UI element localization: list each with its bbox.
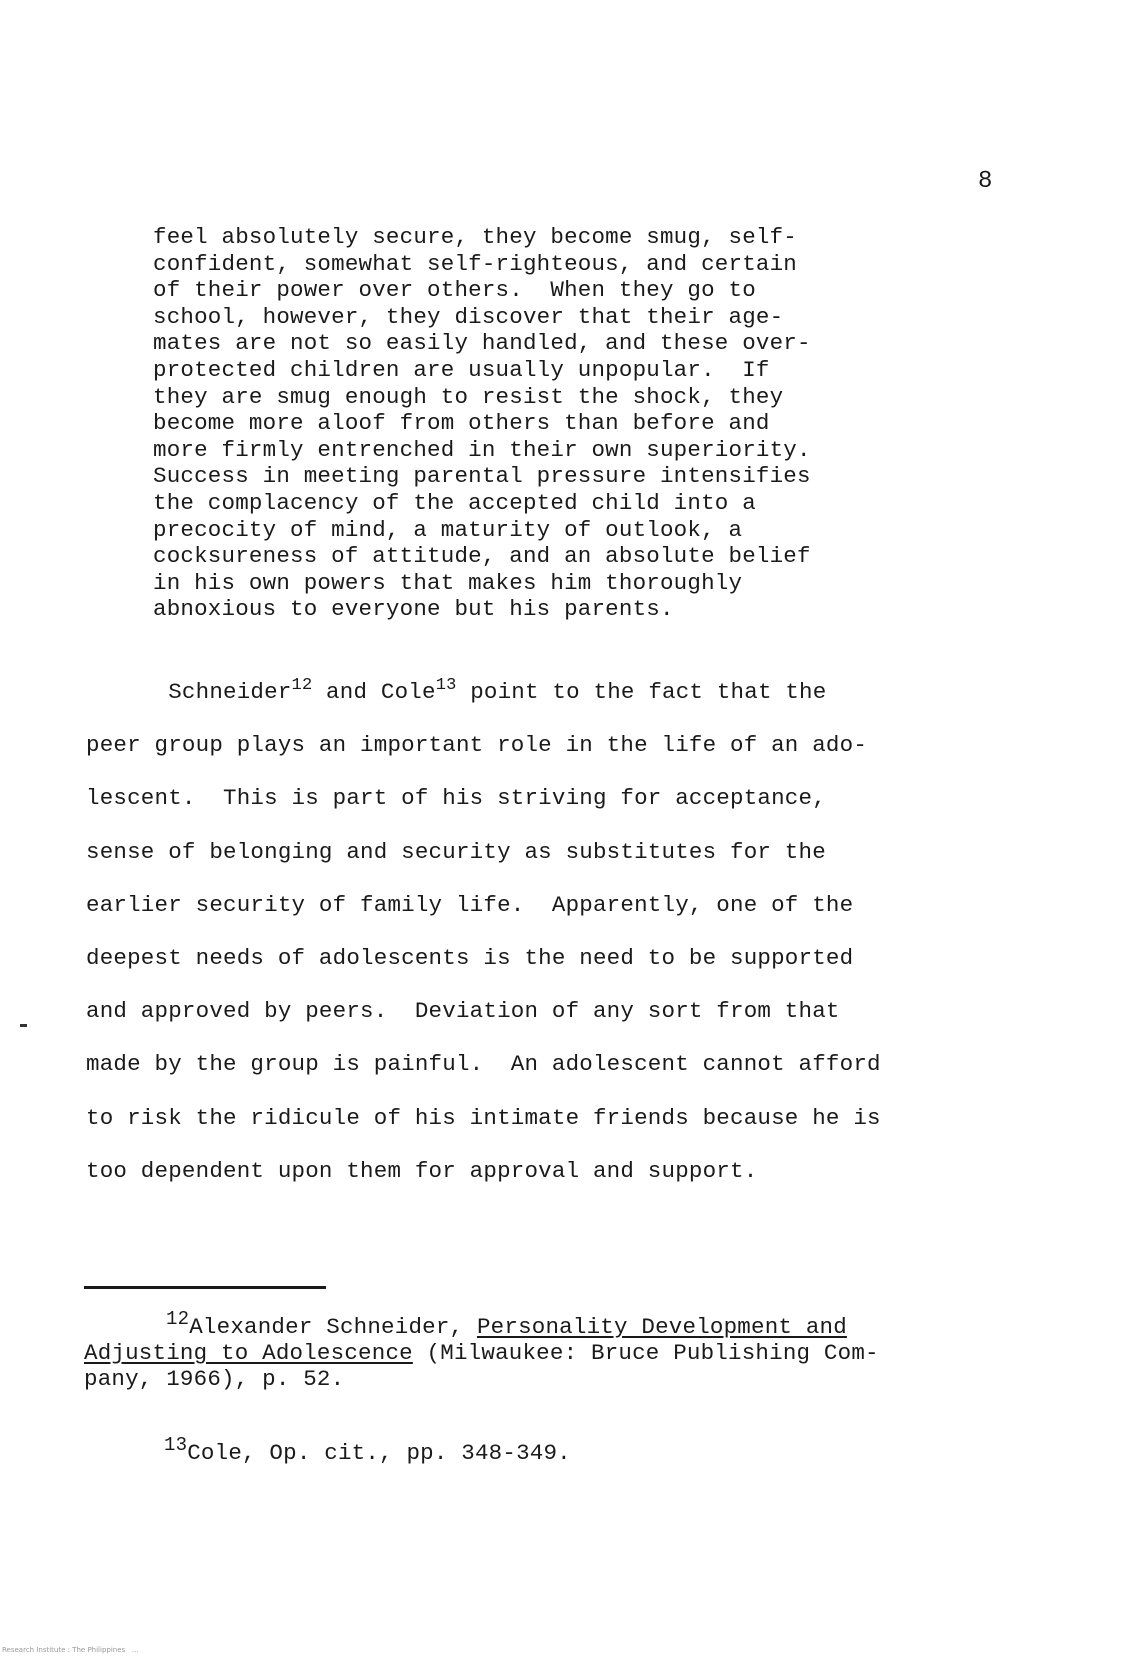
- block-quote-line: mates are not so easily handled, and these over-: [153, 330, 811, 357]
- block-quote-line: they are smug enough to resist the shock, they: [153, 383, 784, 410]
- body-first-line-rest: point to the fact that the: [456, 679, 827, 705]
- footnote-13: [84, 1434, 1084, 1466]
- body-paragraph: [86, 666, 1086, 1198]
- footnote-12-line-2: [84, 1340, 1084, 1366]
- block-quote-line: the complacency of the accepted child into a: [153, 489, 756, 516]
- body-line: and approved by peers. Deviation of any sort from that: [86, 998, 840, 1025]
- block-quote-line: protected children are usually unpopular. If: [153, 356, 770, 383]
- block-quote-line: more firmly entrenched in their own superiority.: [153, 436, 811, 463]
- block-quote-line: become more aloof from others than before and: [153, 410, 770, 437]
- footnote-12-publisher: (Milwaukee: Bruce Publishing Com-: [412, 1340, 879, 1366]
- body-line: sense of belonging and security as substitutes for the: [86, 838, 826, 865]
- block-quote-line: abnoxious to everyone but his parents.: [153, 596, 674, 623]
- archive-imprint: Research Institute : The Philippines ...: [2, 1646, 139, 1654]
- footnote-divider: [84, 1286, 326, 1289]
- body-line: earlier security of family life. Apparently, one of the: [86, 891, 854, 918]
- footnote-12-line-1: [84, 1308, 1084, 1340]
- footnote-12-title-cont: Adjusting to Adolescence: [84, 1340, 413, 1366]
- body-line: to risk the ridicule of his intimate friends because he is: [86, 1104, 881, 1131]
- footnote-ref-12: 12: [291, 676, 313, 695]
- block-quote-line: school, however, they discover that their age-: [153, 303, 784, 330]
- author-cole: and Cole: [312, 679, 436, 705]
- block-quote-line: confident, somewhat self-righteous, and certain: [153, 250, 798, 277]
- footnote-12-author: Alexander Schneider,: [189, 1314, 477, 1340]
- footnote-ref-13: 13: [435, 676, 457, 695]
- block-quote-line: feel absolutely secure, they become smug, self-: [153, 224, 798, 250]
- footnote-13-marker: 13: [164, 1434, 188, 1456]
- body-line-first: [86, 666, 1086, 719]
- footnote-12-marker: 12: [166, 1308, 190, 1330]
- block-quote-line: cocksureness of attitude, and an absolute belief: [153, 543, 811, 570]
- scan-edge-mark: [20, 1024, 27, 1027]
- footnote-12-title: Personality Development and: [476, 1314, 847, 1340]
- block-quote-line: of their power over others. When they go to: [153, 277, 756, 304]
- page-number: 8: [978, 168, 993, 195]
- body-line: made by the group is painful. An adolescent cannot afford: [86, 1051, 881, 1078]
- block-quote: [153, 224, 953, 623]
- author-schneider: Schneider: [168, 679, 292, 705]
- footnote-13-text: Cole, Op. cit., pp. 348-349.: [187, 1440, 571, 1466]
- block-quote-line: Success in meeting parental pressure intensifies: [153, 463, 811, 490]
- body-line: lescent. This is part of his striving for acceptance,: [86, 785, 826, 812]
- body-line: deepest needs of adolescents is the need to be supported: [86, 944, 854, 971]
- body-line: peer group plays an important role in the life of an ado-: [86, 732, 868, 759]
- footnote-12: [84, 1308, 1084, 1392]
- footnote-12-line-3: pany, 1966), p. 52.: [84, 1366, 345, 1392]
- body-line: too dependent upon them for approval and support.: [86, 1157, 758, 1184]
- footnote-13-line: [84, 1434, 1084, 1466]
- block-quote-line: in his own powers that makes him thoroughly: [153, 569, 743, 596]
- block-quote-line: precocity of mind, a maturity of outlook, a: [153, 516, 743, 543]
